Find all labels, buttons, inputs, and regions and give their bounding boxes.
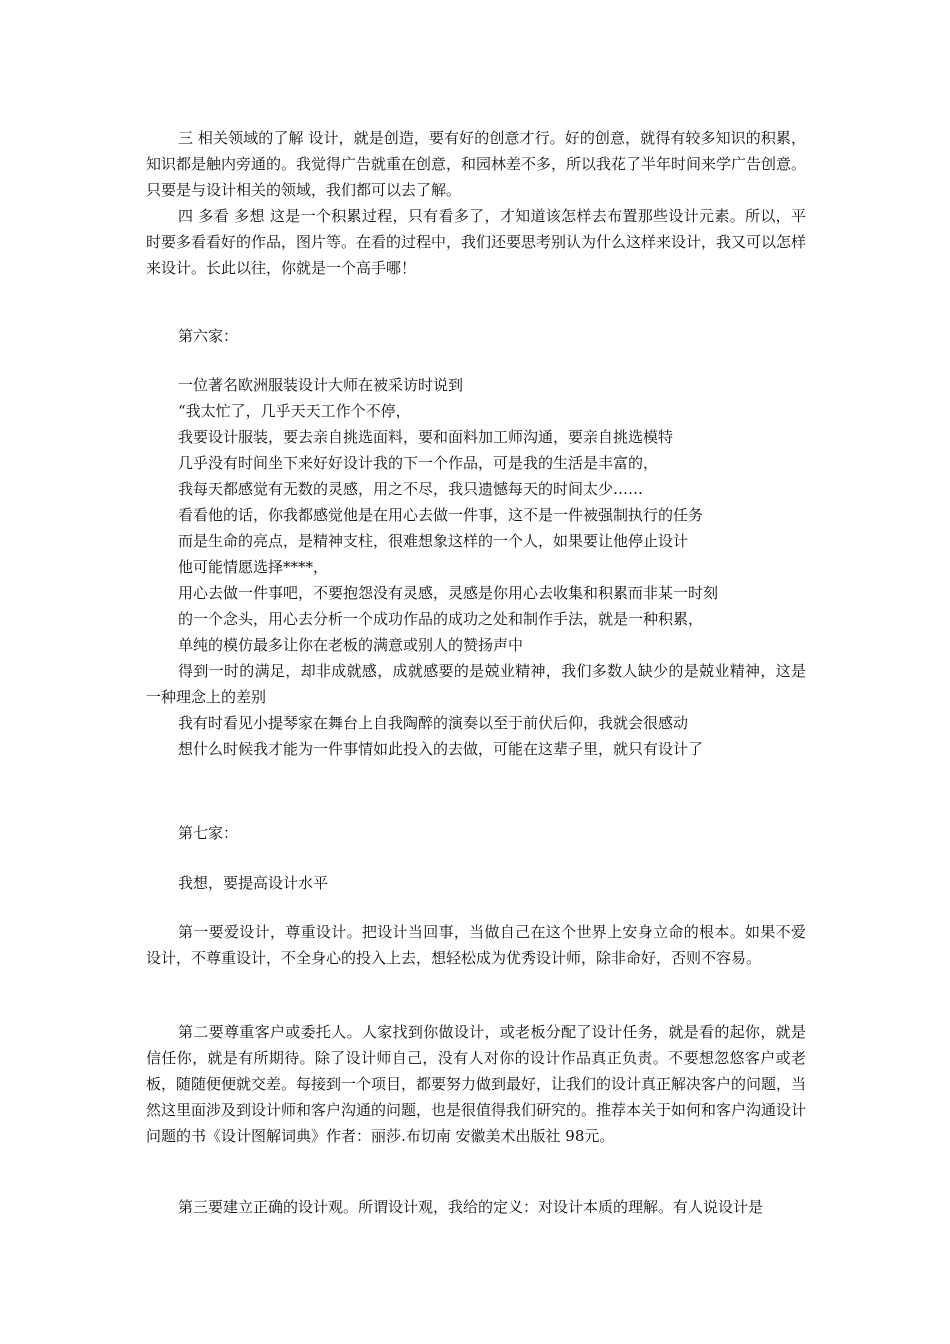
sixth-line-5: 我每天都感觉有无数的灵感，用之不尽，我只遗憾每天的时间太少…… xyxy=(178,480,644,498)
paragraph-satisfaction: 得到一时的满足，却非成就感，成就感要的是兢业精神，我们多数人缺少的是兢业精神，这是一种理念上的差别 xyxy=(146,662,806,706)
heading-seventh: 第七家： xyxy=(178,824,239,842)
sixth-line-3: 我要设计服装，要去亲自挑选面料，要和面料加工师沟通，要亲自挑选模特 xyxy=(178,428,674,446)
paragraph-design-view: 第三要建立正确的设计观。所谓设计观，我给的定义：对设计本质的理解。有人说设计是 xyxy=(178,1198,764,1216)
paragraph-related-fields: 三 相关领域的了解 设计，就是创造，要有好的创意才行。好的创意，就得有较多知识的积累，知识都是触内旁通的。我觉得广告就重在创意，和园林差不多，所以我花了半年时间来学广告创意。只要是与设计相关的领域，我们都可以去了解。 xyxy=(146,129,807,199)
sixth-line-2: “我太忙了，几乎天天工作个不停， xyxy=(178,402,411,420)
sixth-line-end-1: 我有时看见小提琴家在舞台上自我陶醉的演奏以至于前伏后仰，我就会很感动 xyxy=(178,714,689,732)
sixth-line-11: 单纯的模仿最多让你在老板的满意或别人的赞扬声中 xyxy=(178,636,524,654)
sixth-line-9: 用心去做一件事吧，不要抱怨没有灵感，灵感是你用心去收集和积累而非某一时刻 xyxy=(178,584,719,602)
heading-sixth: 第六家： xyxy=(178,327,239,345)
paragraph-respect-client: 第二要尊重客户或委托人。人家找到你做设计，或老板分配了设计任务，就是看的起你，就是信任你，就是有所期待。除了设计师自己，没有人对你的设计作品真正负责。不要想忽悠客户或老板，随随便便就交差。每接到一个项目，都要努力做到最好，让我们的设计真正解决客户的问题，当然这里面涉及到设计师和客户沟通的问题，也是很值得我们研究的。推荐本关于如何和客户沟通设计问题的书《设计图解词典》作者：丽莎.布切南 安徽美术出版社 98元。 xyxy=(146,1023,807,1145)
sixth-line-6: 看看他的话，你我都感觉他是在用心去做一件事，这不是一件被强制执行的任务 xyxy=(178,506,704,524)
sixth-line-7: 而是生命的亮点，是精神支柱，很难想象这样的一个人，如果要让他停止设计 xyxy=(178,532,689,550)
sixth-line-end-2: 想什么时候我才能为一件事情如此投入的去做，可能在这辈子里，就只有设计了 xyxy=(178,740,704,758)
sixth-line-1: 一位著名欧洲服装设计大师在被采访时说到 xyxy=(178,376,464,394)
sixth-line-10: 的一个念头，用心去分析一个成功作品的成功之处和制作手法，就是一种积累， xyxy=(178,610,704,628)
seventh-intro: 我想，要提高设计水平 xyxy=(178,874,329,892)
sixth-line-4: 几乎没有时间坐下来好好设计我的下一个作品，可是我的生活是丰富的， xyxy=(178,454,659,472)
paragraph-love-design: 第一要爱设计，尊重设计。把设计当回事，当做自己在这个世界上安身立命的根本。如果不爱设计，不尊重设计，不全身心的投入上去，想轻松成为优秀设计师，除非命好，否则不容易。 xyxy=(146,923,806,967)
paragraph-look-more-think-more: 四 多看 多想 这是一个积累过程，只有看多了，才知道该怎样去布置那些设计元素。所以，平时要多看看好的作品，图片等。在看的过程中，我们还要思考别认为什么这样来设计，我又可以怎样来设计。长此以往，你就是一个高手哪！ xyxy=(146,207,807,277)
sixth-line-8: 他可能情愿选择****， xyxy=(178,558,329,576)
